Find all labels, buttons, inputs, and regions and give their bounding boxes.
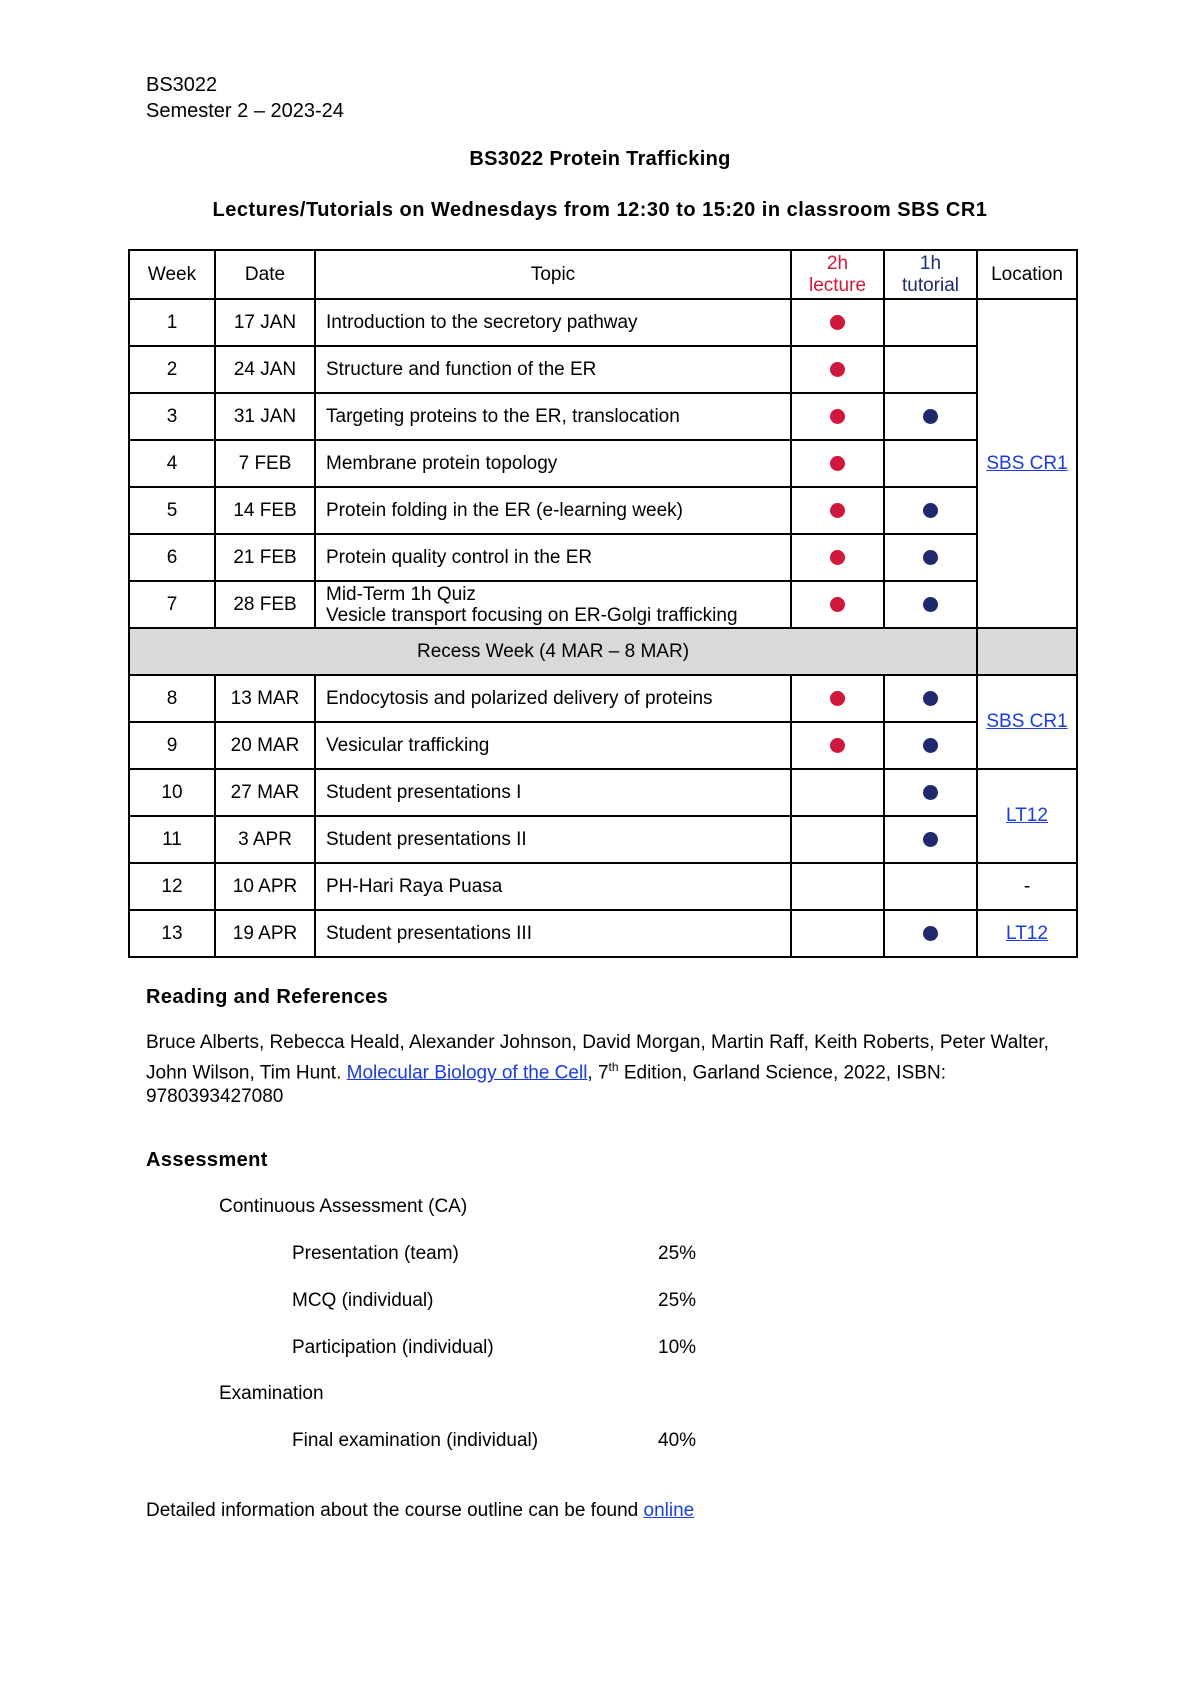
tutorial-dot-icon [923, 785, 938, 800]
tutorial-cell [884, 393, 977, 440]
header-tutorial-label: tutorial [901, 274, 960, 296]
lecture-cell [791, 816, 884, 863]
page-header [146, 72, 344, 124]
week-cell: 13 [129, 910, 215, 957]
topic-cell: Student presentations III [315, 910, 791, 957]
lecture-cell [791, 910, 884, 957]
reading-heading: Reading and References [146, 986, 389, 1008]
week-cell: 8 [129, 675, 215, 722]
header-lecture [791, 250, 884, 299]
lecture-dot-icon [830, 362, 845, 377]
tutorial-dot-icon [923, 409, 938, 424]
tutorial-cell [884, 299, 977, 346]
date-cell: 17 JAN [215, 299, 315, 346]
topic-cell: Introduction to the secretory pathway [315, 299, 791, 346]
date-cell: 24 JAN [215, 346, 315, 393]
lecture-cell [791, 346, 884, 393]
lecture-cell [791, 675, 884, 722]
lecture-dot-icon [830, 691, 845, 706]
tutorial-dot-icon [923, 597, 938, 612]
header-week: Week [129, 250, 215, 299]
header-topic: Topic [315, 250, 791, 299]
location-cell: - [977, 863, 1077, 910]
ca-label: Continuous Assessment (CA) [219, 1196, 468, 1217]
topic-cell: Endocytosis and polarized delivery of proteins [315, 675, 791, 722]
assessment-item-name: Presentation (team) [292, 1243, 459, 1264]
tutorial-cell [884, 346, 977, 393]
lecture-cell [791, 299, 884, 346]
tutorial-cell [884, 534, 977, 581]
recess-row [129, 628, 1077, 675]
tutorial-cell [884, 816, 977, 863]
header-location: Location [977, 250, 1077, 299]
lecture-dot-icon [830, 738, 845, 753]
table-row [129, 675, 1077, 722]
header-lecture-duration: 2h [826, 252, 849, 274]
week-cell: 6 [129, 534, 215, 581]
lecture-dot-icon [830, 550, 845, 565]
recess-location-cell [977, 628, 1077, 675]
location-link-lt12[interactable]: LT12 [1006, 805, 1048, 826]
topic-cell: Targeting proteins to the ER, translocation [315, 393, 791, 440]
week-cell: 11 [129, 816, 215, 863]
reference-authors: Bruce Alberts, Rebecca Heald, Alexander Johnson, David Morgan, Martin Raff, Keith Roberts, Peter Walter, John Wilson, Tim Hunt. [146, 1032, 1049, 1084]
date-cell: 21 FEB [215, 534, 315, 581]
date-cell: 28 FEB [215, 581, 315, 628]
tutorial-cell [884, 675, 977, 722]
week-cell: 4 [129, 440, 215, 487]
lecture-cell [791, 440, 884, 487]
header-tutorial-duration: 1h [919, 252, 942, 274]
location-cell [977, 769, 1077, 863]
lecture-cell [791, 769, 884, 816]
week-cell: 2 [129, 346, 215, 393]
tutorial-dot-icon [923, 503, 938, 518]
tutorial-cell [884, 722, 977, 769]
table-row [129, 393, 1077, 440]
table-row [129, 722, 1077, 769]
tutorial-cell [884, 863, 977, 910]
table-row [129, 440, 1077, 487]
topic-cell: Student presentations I [315, 769, 791, 816]
topic-cell: Vesicular trafficking [315, 722, 791, 769]
table-row [129, 816, 1077, 863]
tutorial-dot-icon [923, 926, 938, 941]
lecture-dot-icon [830, 503, 845, 518]
topic-line-vesicle: Vesicle transport focusing on ER-Golgi trafficking [326, 604, 738, 626]
location-cell [977, 675, 1077, 769]
book-link[interactable]: Molecular Biology of the Cell [346, 1062, 588, 1084]
table-row [129, 346, 1077, 393]
assessment-heading: Assessment [146, 1149, 268, 1171]
location-cell [977, 299, 1077, 628]
header-tutorial [884, 250, 977, 299]
date-cell: 31 JAN [215, 393, 315, 440]
week-cell: 1 [129, 299, 215, 346]
table-row [129, 769, 1077, 816]
date-cell: 13 MAR [215, 675, 315, 722]
lecture-cell [791, 722, 884, 769]
reference-publisher: Edition, Garland Science, 2022, ISBN: 9780393427080 [146, 1062, 946, 1108]
recess-cell: Recess Week (4 MAR – 8 MAR) [129, 628, 977, 675]
footer-note [146, 1500, 694, 1522]
date-cell: 19 APR [215, 910, 315, 957]
topic-cell: PH-Hari Raya Puasa [315, 863, 791, 910]
reading-reference [146, 1031, 1076, 1109]
header-date: Date [215, 250, 315, 299]
schedule-table [128, 249, 1078, 958]
lecture-cell [791, 487, 884, 534]
tutorial-cell [884, 581, 977, 628]
online-link[interactable]: online [643, 1500, 695, 1521]
lecture-dot-icon [830, 597, 845, 612]
lecture-dot-icon [830, 315, 845, 330]
tutorial-cell [884, 487, 977, 534]
lecture-cell [791, 863, 884, 910]
week-cell: 5 [129, 487, 215, 534]
exam-item-name: Final examination (individual) [292, 1430, 539, 1451]
tutorial-cell [884, 769, 977, 816]
table-row [129, 581, 1077, 628]
exam-label: Examination [219, 1383, 324, 1404]
lecture-dot-icon [830, 409, 845, 424]
topic-cell: Structure and function of the ER [315, 346, 791, 393]
table-row [129, 863, 1077, 910]
location-link-sbs-cr1[interactable]: SBS CR1 [986, 452, 1068, 474]
page-title: BS3022 Protein Trafficking [469, 148, 731, 170]
location-link-lt12[interactable]: LT12 [1006, 922, 1048, 944]
lecture-cell [791, 393, 884, 440]
table-row [129, 910, 1077, 957]
topic-cell: Protein quality control in the ER [315, 534, 791, 581]
week-cell: 7 [129, 581, 215, 628]
reference-edition: , 7 [587, 1062, 609, 1084]
assessment-item-weight: 25% [658, 1243, 697, 1264]
tutorial-dot-icon [923, 832, 938, 847]
date-cell: 14 FEB [215, 487, 315, 534]
topic-cell [315, 581, 791, 628]
week-cell: 3 [129, 393, 215, 440]
tutorial-dot-icon [923, 550, 938, 565]
tutorial-cell [884, 440, 977, 487]
assessment-item-weight: 25% [658, 1290, 697, 1311]
lecture-cell [791, 534, 884, 581]
edition-superscript: th [608, 1060, 619, 1074]
table-row [129, 534, 1077, 581]
week-cell: 10 [129, 769, 215, 816]
date-cell: 7 FEB [215, 440, 315, 487]
assessment-item-name: MCQ (individual) [292, 1290, 434, 1311]
assessment-item-weight: 10% [658, 1337, 697, 1358]
course-code: BS3022 [146, 74, 218, 96]
topic-cell: Student presentations II [315, 816, 791, 863]
lecture-dot-icon [830, 456, 845, 471]
exam-item-weight: 40% [658, 1430, 697, 1451]
tutorial-dot-icon [923, 738, 938, 753]
date-cell: 3 APR [215, 816, 315, 863]
page-subtitle: Lectures/Tutorials on Wednesdays from 12:30 to 15:20 in classroom SBS CR1 [212, 199, 988, 221]
location-link-sbs-cr1[interactable]: SBS CR1 [986, 711, 1068, 732]
lecture-cell [791, 581, 884, 628]
topic-cell: Membrane protein topology [315, 440, 791, 487]
table-header-row [129, 250, 1077, 299]
assessment-item-name: Participation (individual) [292, 1337, 494, 1358]
footer-text: Detailed information about the course outline can be found [146, 1500, 644, 1521]
week-cell: 12 [129, 863, 215, 910]
date-cell: 20 MAR [215, 722, 315, 769]
tutorial-dot-icon [923, 691, 938, 706]
table-row [129, 299, 1077, 346]
table-row [129, 487, 1077, 534]
header-lecture-label: lecture [808, 274, 867, 296]
topic-line-quiz: Mid-Term 1h Quiz [326, 583, 476, 605]
location-cell [977, 910, 1077, 957]
date-cell: 10 APR [215, 863, 315, 910]
week-cell: 9 [129, 722, 215, 769]
date-cell: 27 MAR [215, 769, 315, 816]
topic-cell: Protein folding in the ER (e-learning week) [315, 487, 791, 534]
tutorial-cell [884, 910, 977, 957]
semester-label: Semester 2 – 2023-24 [146, 100, 344, 122]
